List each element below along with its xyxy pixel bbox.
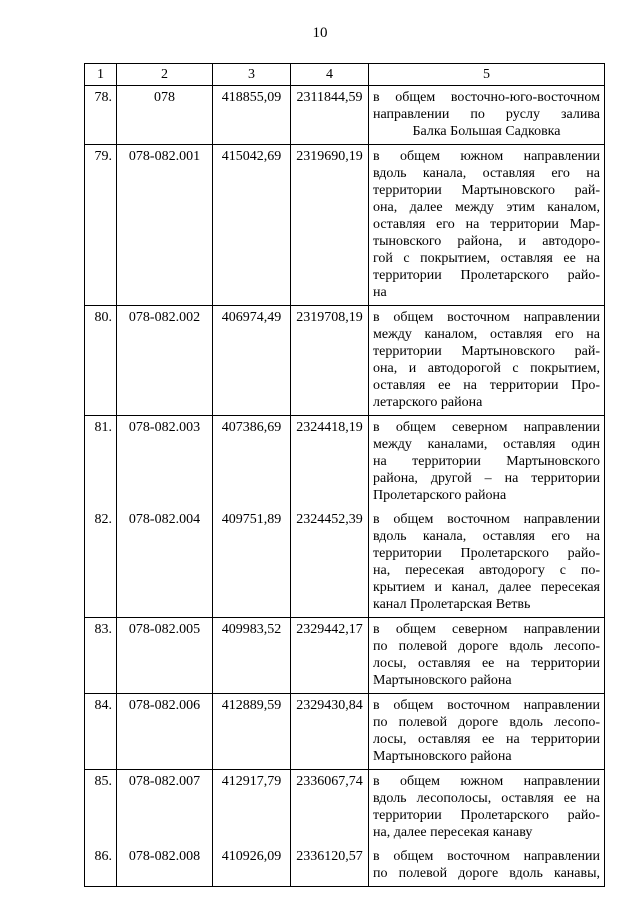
- coordinate-y: 2324452,39: [291, 508, 369, 618]
- description-line: территории Мартыновского рай-: [373, 344, 600, 359]
- coordinate-x: 415042,69: [213, 145, 291, 306]
- description-line: на: [373, 285, 387, 300]
- boundary-description: [369, 145, 605, 306]
- point-code: 078: [117, 86, 213, 145]
- coordinate-x: 409983,52: [213, 618, 291, 694]
- description-line: территории Пролетарского райо-: [373, 808, 600, 823]
- boundary-description: [369, 508, 605, 618]
- description-line: района, другой – на территории: [373, 471, 600, 486]
- header-cell: 5: [369, 64, 605, 86]
- coordinate-y: 2329442,17: [291, 618, 369, 694]
- page-number: 10: [312, 25, 328, 41]
- coordinate-x: 412917,79: [213, 770, 291, 846]
- header-cell: 4: [291, 64, 369, 86]
- table-row: [85, 508, 605, 618]
- description-line: Балка Большая Садковка: [412, 124, 561, 139]
- table-row: [85, 145, 605, 306]
- row-number: 83.: [85, 618, 117, 694]
- row-number: 80.: [85, 306, 117, 416]
- boundary-description: [369, 306, 605, 416]
- boundary-description: [369, 86, 605, 145]
- description-line: на территории Мартыновского: [373, 454, 600, 469]
- row-number: 84.: [85, 694, 117, 770]
- boundary-table: [84, 63, 605, 887]
- row-number: 85.: [85, 770, 117, 846]
- description-line: вдоль канала, оставляя его на: [373, 529, 600, 544]
- description-line: в общем восточном направлении: [373, 512, 600, 527]
- description-line: она, далее между этим каналом,: [373, 200, 600, 215]
- description-line: в общем северном направлении: [373, 420, 600, 435]
- row-number: 86.: [85, 845, 117, 887]
- point-code: 078-082.003: [117, 416, 213, 509]
- point-code: 078-082.005: [117, 618, 213, 694]
- boundary-description: [369, 770, 605, 846]
- description-line: территории Мартыновского рай-: [373, 183, 600, 198]
- description-line: лосы, оставляя ее на территории: [373, 732, 600, 747]
- description-line: по полевой дороге вдоль канавы,: [373, 866, 600, 881]
- boundary-description: [369, 694, 605, 770]
- coordinate-x: 409751,89: [213, 508, 291, 618]
- coordinate-y: 2329430,84: [291, 694, 369, 770]
- description-line: гой с покрытием, оставляя ее на: [373, 251, 600, 266]
- point-code: 078-082.001: [117, 145, 213, 306]
- coordinate-x: 407386,69: [213, 416, 291, 509]
- description-line: оставляя его на территории Мар-: [373, 217, 600, 232]
- description-line: летарского района: [373, 395, 483, 410]
- description-line: в общем восточно-юго-восточном: [373, 90, 600, 105]
- coordinate-x: 410926,09: [213, 845, 291, 887]
- description-line: в общем восточном направлении: [373, 849, 600, 864]
- description-line: в общем восточном направлении: [373, 310, 600, 325]
- boundary-description: [369, 416, 605, 509]
- coordinate-y: 2324418,19: [291, 416, 369, 509]
- header-cell: 3: [213, 64, 291, 86]
- description-line: по полевой дороге вдоль лесопо-: [373, 715, 600, 730]
- coordinate-x: 412889,59: [213, 694, 291, 770]
- description-line: направлении по руслу залива: [373, 107, 600, 122]
- table-row: [85, 845, 605, 887]
- description-line: вдоль канала, оставляя его на: [373, 166, 600, 181]
- description-line: территории Пролетарского райо-: [373, 546, 600, 561]
- description-line: она, и автодорогой с покрытием,: [373, 361, 600, 376]
- boundary-description: [369, 845, 605, 887]
- coordinate-y: 2319690,19: [291, 145, 369, 306]
- description-line: вдоль лесополосы, оставляя ее на: [373, 791, 600, 806]
- description-line: между каналами, оставляя один: [373, 437, 600, 452]
- description-line: территории Пролетарского райо-: [373, 268, 600, 283]
- coordinate-x: 418855,09: [213, 86, 291, 145]
- coordinate-y: 2319708,19: [291, 306, 369, 416]
- table-row: [85, 416, 605, 509]
- description-line: Мартыновского района: [373, 673, 512, 688]
- description-line: Пролетарского района: [373, 488, 507, 503]
- table-row: [85, 86, 605, 145]
- point-code: 078-082.007: [117, 770, 213, 846]
- point-code: 078-082.006: [117, 694, 213, 770]
- description-line: Мартыновского района: [373, 749, 512, 764]
- table-body: [85, 86, 605, 887]
- coordinate-y: 2311844,59: [291, 86, 369, 145]
- point-code: 078-082.004: [117, 508, 213, 618]
- description-line: в общем южном направлении: [373, 774, 600, 789]
- header-row: [85, 64, 605, 86]
- description-line: в общем южном направлении: [373, 149, 600, 164]
- table-row: [85, 618, 605, 694]
- row-number: 78.: [85, 86, 117, 145]
- description-line: тыновского района, и автодоро-: [373, 234, 600, 249]
- table-row: [85, 694, 605, 770]
- description-line: в общем восточном направлении: [373, 698, 600, 713]
- description-line: между каналом, оставляя его на: [373, 327, 600, 342]
- description-line: крытием и канал, далее пересекая: [373, 580, 600, 595]
- row-number: 82.: [85, 508, 117, 618]
- header-cell: 1: [85, 64, 117, 86]
- table-row: [85, 770, 605, 846]
- coordinate-x: 406974,49: [213, 306, 291, 416]
- row-number: 79.: [85, 145, 117, 306]
- row-number: 81.: [85, 416, 117, 509]
- description-line: на, далее пересекая канаву: [373, 825, 533, 840]
- boundary-description: [369, 618, 605, 694]
- table-row: [85, 306, 605, 416]
- header-cell: 2: [117, 64, 213, 86]
- point-code: 078-082.008: [117, 845, 213, 887]
- description-line: на, пересекая автодорогу с по-: [373, 563, 600, 578]
- coordinate-y: 2336120,57: [291, 845, 369, 887]
- coordinate-y: 2336067,74: [291, 770, 369, 846]
- description-line: канал Пролетарская Ветвь: [373, 597, 531, 612]
- point-code: 078-082.002: [117, 306, 213, 416]
- description-line: оставляя ее на территории Про-: [373, 378, 600, 393]
- description-line: лосы, оставляя ее на территории: [373, 656, 600, 671]
- description-line: по полевой дороге вдоль лесопо-: [373, 639, 600, 654]
- description-line: в общем северном направлении: [373, 622, 600, 637]
